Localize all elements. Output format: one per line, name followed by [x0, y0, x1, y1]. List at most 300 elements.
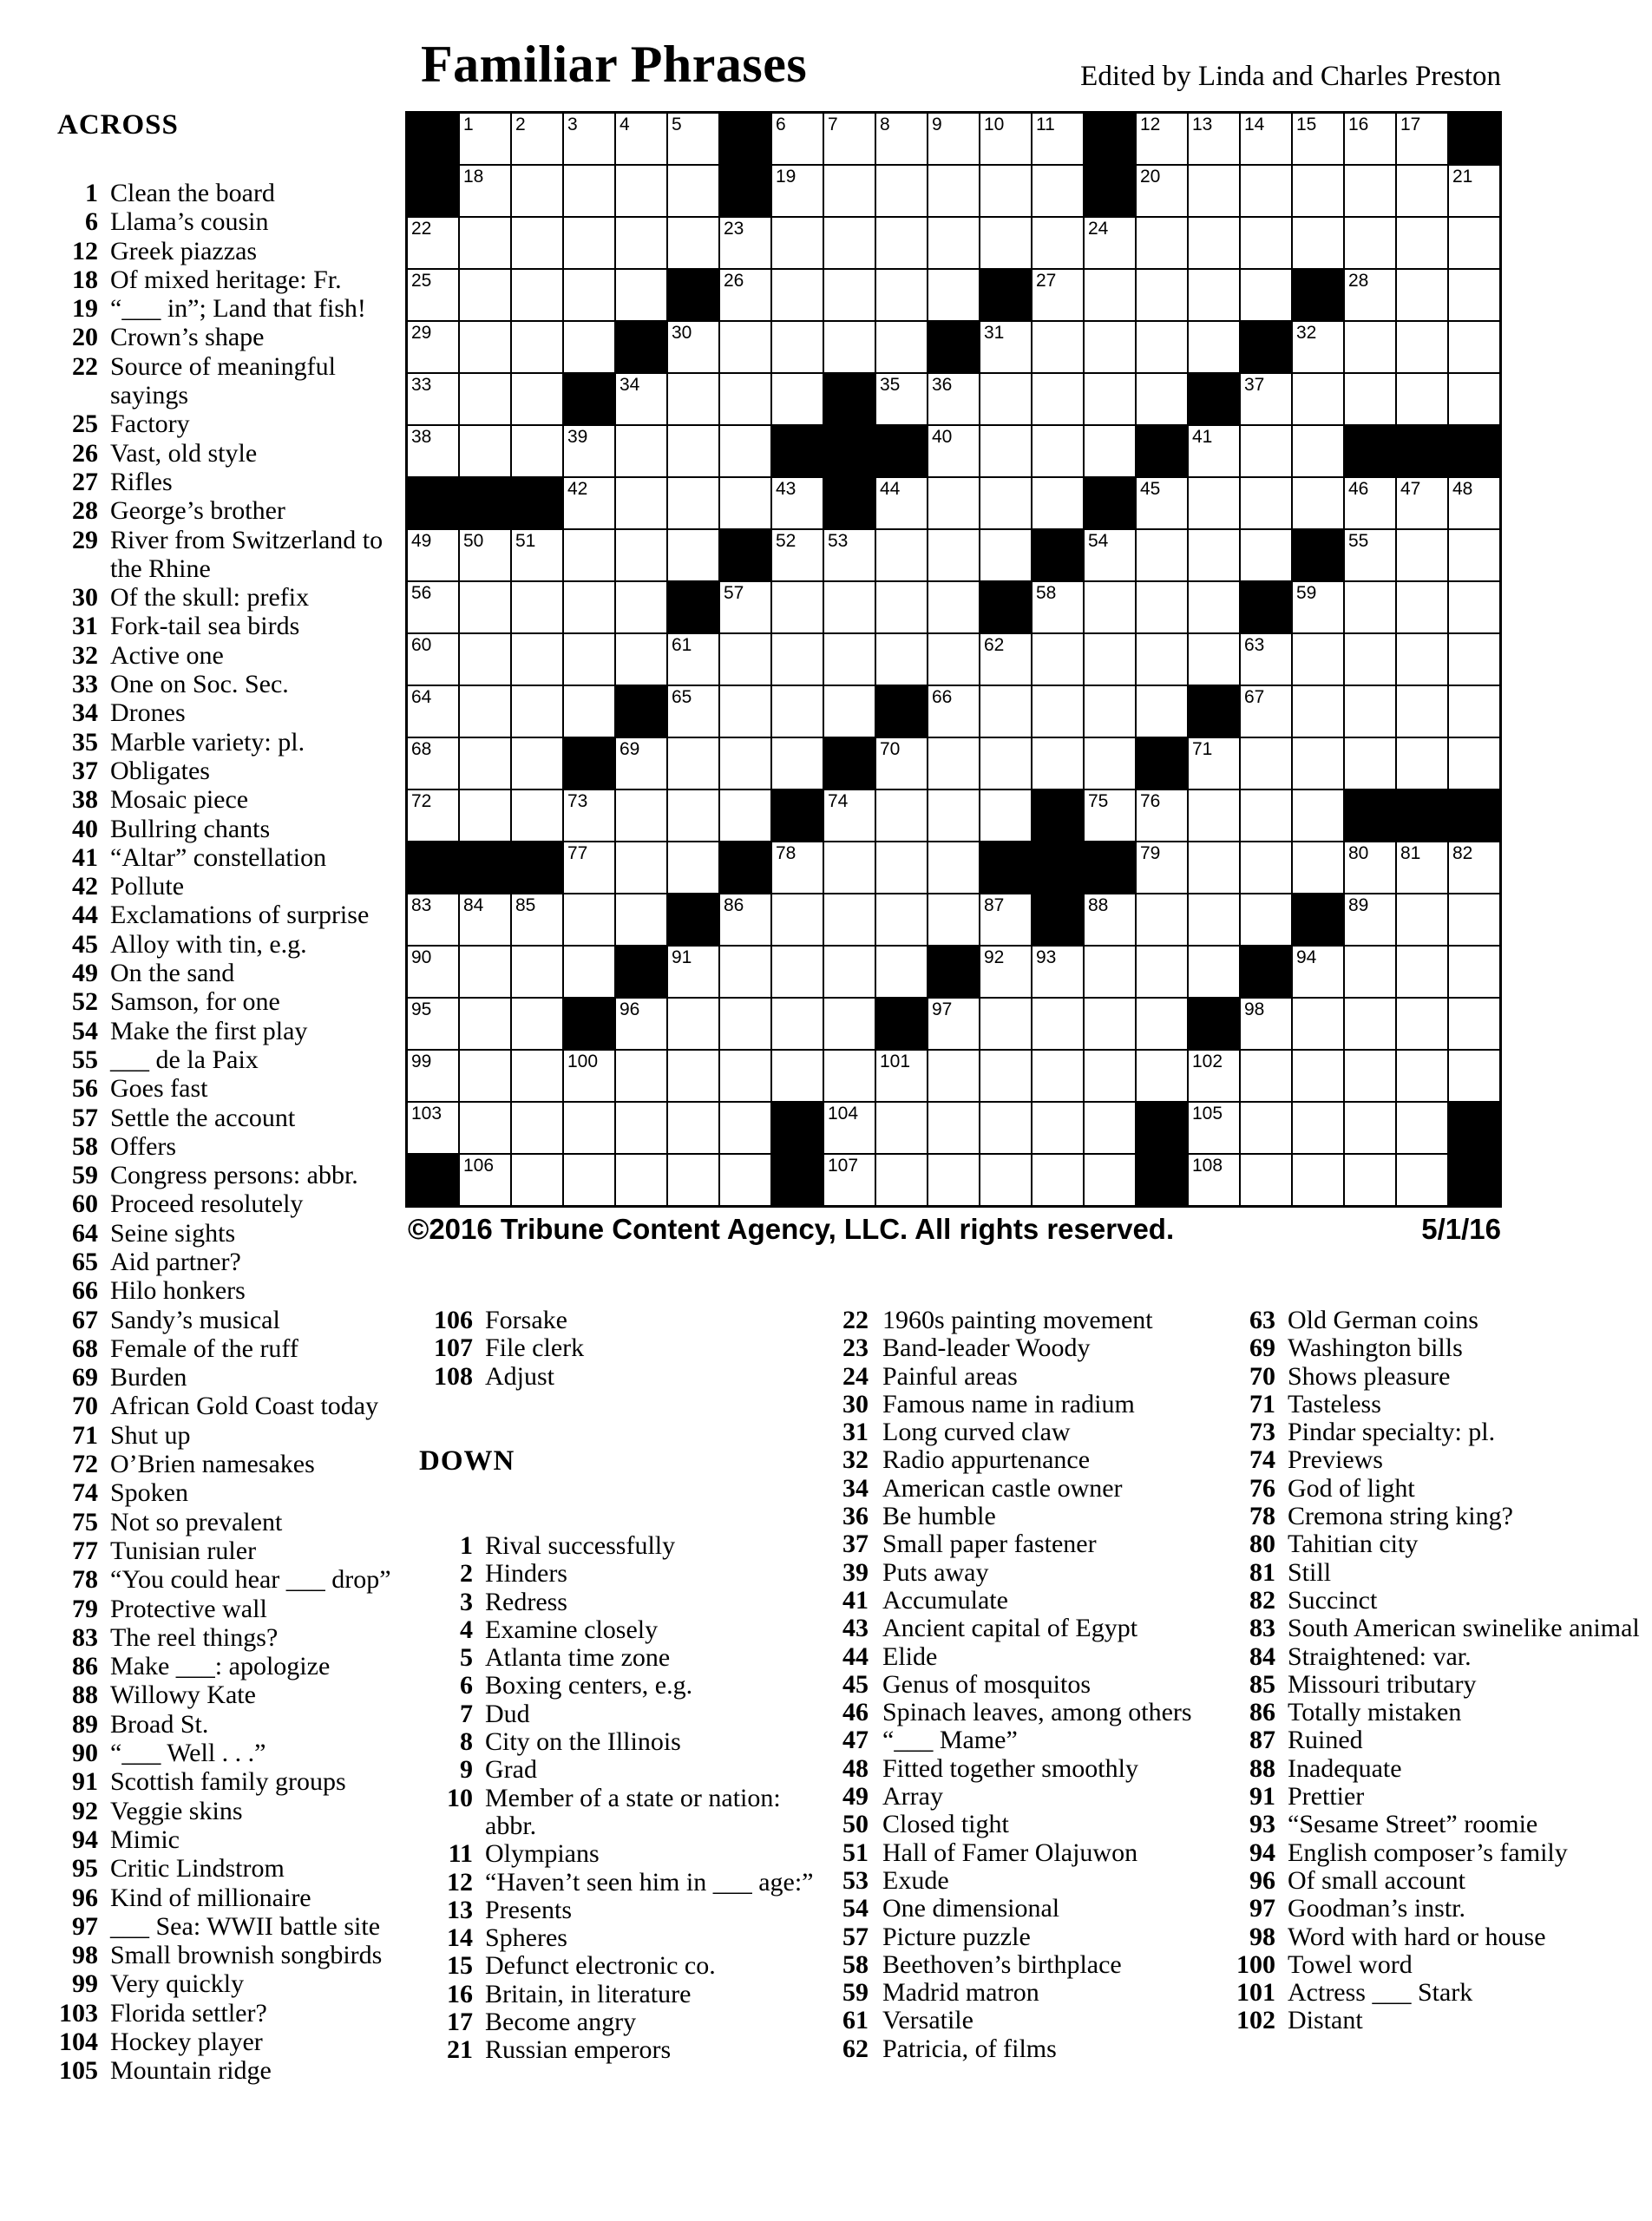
grid-cell[interactable] — [1396, 1102, 1448, 1154]
grid-cell[interactable] — [823, 529, 875, 581]
grid-cell[interactable] — [1032, 269, 1084, 321]
grid-cell[interactable] — [563, 842, 615, 894]
grid-cell[interactable] — [667, 789, 719, 842]
grid-cell[interactable] — [1292, 685, 1344, 737]
grid-cell[interactable] — [1448, 373, 1500, 425]
grid-cell[interactable] — [1136, 373, 1188, 425]
grid-cell[interactable] — [1344, 842, 1396, 894]
grid-cell[interactable] — [1396, 113, 1448, 165]
grid-cell[interactable] — [1084, 529, 1136, 581]
grid-cell[interactable] — [511, 425, 563, 477]
grid-cell[interactable] — [719, 321, 771, 373]
grid-cell[interactable] — [1188, 789, 1240, 842]
grid-cell[interactable] — [1136, 894, 1188, 946]
grid-cell[interactable] — [459, 1154, 511, 1206]
grid-cell[interactable] — [1448, 581, 1500, 633]
grid-cell[interactable] — [980, 1050, 1032, 1102]
grid-cell[interactable] — [1240, 113, 1292, 165]
grid-cell[interactable] — [1032, 217, 1084, 269]
grid-cell[interactable] — [771, 842, 823, 894]
grid-cell[interactable] — [615, 217, 667, 269]
grid-cell[interactable] — [928, 998, 980, 1050]
grid-cell[interactable] — [667, 477, 719, 529]
grid-cell[interactable] — [1448, 894, 1500, 946]
grid-cell[interactable] — [1032, 998, 1084, 1050]
grid-cell[interactable] — [615, 425, 667, 477]
grid-cell[interactable] — [823, 1154, 875, 1206]
grid-cell[interactable] — [615, 165, 667, 217]
grid-cell[interactable] — [1396, 685, 1448, 737]
grid-cell[interactable] — [407, 1050, 459, 1102]
grid-cell[interactable] — [459, 165, 511, 217]
grid-cell[interactable] — [615, 998, 667, 1050]
grid-cell[interactable] — [459, 425, 511, 477]
crossword-grid[interactable] — [405, 111, 1502, 1208]
grid-cell[interactable] — [771, 217, 823, 269]
grid-cell[interactable] — [615, 1102, 667, 1154]
grid-cell[interactable] — [1344, 737, 1396, 789]
grid-cell[interactable] — [667, 321, 719, 373]
grid-cell[interactable] — [823, 217, 875, 269]
grid-cell[interactable] — [615, 633, 667, 685]
grid-cell[interactable] — [1396, 842, 1448, 894]
grid-cell[interactable] — [667, 737, 719, 789]
grid-cell[interactable] — [1136, 946, 1188, 998]
grid-cell[interactable] — [875, 1102, 928, 1154]
grid-cell[interactable] — [1292, 1154, 1344, 1206]
grid-cell[interactable] — [719, 477, 771, 529]
grid-cell[interactable] — [1032, 581, 1084, 633]
grid-cell[interactable] — [1448, 165, 1500, 217]
grid-cell[interactable] — [980, 321, 1032, 373]
grid-cell[interactable] — [719, 946, 771, 998]
grid-cell[interactable] — [928, 1154, 980, 1206]
grid-cell[interactable] — [823, 894, 875, 946]
grid-cell[interactable] — [928, 425, 980, 477]
grid-cell[interactable] — [980, 165, 1032, 217]
grid-cell[interactable] — [1188, 1154, 1240, 1206]
grid-cell[interactable] — [563, 477, 615, 529]
grid-cell[interactable] — [1240, 842, 1292, 894]
grid-cell[interactable] — [511, 1102, 563, 1154]
grid-cell[interactable] — [823, 842, 875, 894]
grid-cell[interactable] — [1292, 113, 1344, 165]
grid-cell[interactable] — [1240, 269, 1292, 321]
grid-cell[interactable] — [511, 165, 563, 217]
grid-cell[interactable] — [563, 113, 615, 165]
grid-cell[interactable] — [1344, 1050, 1396, 1102]
grid-cell[interactable] — [1292, 165, 1344, 217]
grid-cell[interactable] — [1396, 737, 1448, 789]
grid-cell[interactable] — [1188, 321, 1240, 373]
grid-cell[interactable] — [1136, 113, 1188, 165]
grid-cell[interactable] — [980, 633, 1032, 685]
grid-cell[interactable] — [771, 946, 823, 998]
grid-cell[interactable] — [875, 946, 928, 998]
grid-cell[interactable] — [719, 685, 771, 737]
grid-cell[interactable] — [511, 581, 563, 633]
grid-cell[interactable] — [1188, 529, 1240, 581]
grid-cell[interactable] — [1084, 789, 1136, 842]
grid-cell[interactable] — [980, 529, 1032, 581]
grid-cell[interactable] — [511, 217, 563, 269]
grid-cell[interactable] — [1292, 946, 1344, 998]
grid-cell[interactable] — [980, 1154, 1032, 1206]
grid-cell[interactable] — [1396, 165, 1448, 217]
grid-cell[interactable] — [1344, 321, 1396, 373]
grid-cell[interactable] — [1240, 425, 1292, 477]
grid-cell[interactable] — [667, 633, 719, 685]
grid-cell[interactable] — [459, 529, 511, 581]
grid-cell[interactable] — [1032, 425, 1084, 477]
grid-cell[interactable] — [511, 321, 563, 373]
grid-cell[interactable] — [459, 998, 511, 1050]
grid-cell[interactable] — [1240, 633, 1292, 685]
grid-cell[interactable] — [511, 998, 563, 1050]
grid-cell[interactable] — [875, 633, 928, 685]
grid-cell[interactable] — [1240, 1050, 1292, 1102]
grid-cell[interactable] — [1396, 321, 1448, 373]
grid-cell[interactable] — [1188, 633, 1240, 685]
grid-cell[interactable] — [615, 581, 667, 633]
grid-cell[interactable] — [1344, 633, 1396, 685]
grid-cell[interactable] — [1188, 1050, 1240, 1102]
grid-cell[interactable] — [459, 217, 511, 269]
grid-cell[interactable] — [1240, 737, 1292, 789]
grid-cell[interactable] — [875, 477, 928, 529]
grid-cell[interactable] — [459, 894, 511, 946]
grid-cell[interactable] — [563, 269, 615, 321]
grid-cell[interactable] — [407, 321, 459, 373]
grid-cell[interactable] — [823, 1050, 875, 1102]
grid-cell[interactable] — [1188, 217, 1240, 269]
grid-cell[interactable] — [1240, 477, 1292, 529]
grid-cell[interactable] — [1292, 737, 1344, 789]
grid-cell[interactable] — [1448, 217, 1500, 269]
grid-cell[interactable] — [875, 1154, 928, 1206]
grid-cell[interactable] — [928, 633, 980, 685]
grid-cell[interactable] — [1188, 165, 1240, 217]
grid-cell[interactable] — [459, 1050, 511, 1102]
grid-cell[interactable] — [1292, 633, 1344, 685]
grid-cell[interactable] — [511, 789, 563, 842]
grid-cell[interactable] — [1084, 737, 1136, 789]
grid-cell[interactable] — [1084, 373, 1136, 425]
grid-cell[interactable] — [563, 425, 615, 477]
grid-cell[interactable] — [823, 581, 875, 633]
grid-cell[interactable] — [1292, 842, 1344, 894]
grid-cell[interactable] — [875, 217, 928, 269]
grid-cell[interactable] — [407, 737, 459, 789]
grid-cell[interactable] — [1188, 269, 1240, 321]
grid-cell[interactable] — [1136, 789, 1188, 842]
grid-cell[interactable] — [615, 1050, 667, 1102]
grid-cell[interactable] — [615, 529, 667, 581]
grid-cell[interactable] — [459, 789, 511, 842]
grid-cell[interactable] — [980, 425, 1032, 477]
grid-cell[interactable] — [928, 789, 980, 842]
grid-cell[interactable] — [1084, 894, 1136, 946]
grid-cell[interactable] — [563, 633, 615, 685]
grid-cell[interactable] — [563, 581, 615, 633]
grid-cell[interactable] — [1136, 165, 1188, 217]
grid-cell[interactable] — [667, 529, 719, 581]
grid-cell[interactable] — [771, 1050, 823, 1102]
grid-cell[interactable] — [719, 269, 771, 321]
grid-cell[interactable] — [771, 269, 823, 321]
grid-cell[interactable] — [1448, 737, 1500, 789]
grid-cell[interactable] — [667, 373, 719, 425]
grid-cell[interactable] — [563, 1102, 615, 1154]
grid-cell[interactable] — [1084, 1050, 1136, 1102]
grid-cell[interactable] — [667, 425, 719, 477]
grid-cell[interactable] — [1032, 633, 1084, 685]
grid-cell[interactable] — [719, 789, 771, 842]
grid-cell[interactable] — [1032, 1102, 1084, 1154]
grid-cell[interactable] — [1032, 1154, 1084, 1206]
grid-cell[interactable] — [1136, 842, 1188, 894]
grid-cell[interactable] — [1188, 1102, 1240, 1154]
grid-cell[interactable] — [823, 321, 875, 373]
grid-cell[interactable] — [823, 946, 875, 998]
grid-cell[interactable] — [407, 217, 459, 269]
grid-cell[interactable] — [928, 477, 980, 529]
grid-cell[interactable] — [1292, 1102, 1344, 1154]
grid-cell[interactable] — [875, 581, 928, 633]
grid-cell[interactable] — [1396, 894, 1448, 946]
grid-cell[interactable] — [667, 998, 719, 1050]
grid-cell[interactable] — [1032, 685, 1084, 737]
grid-cell[interactable] — [771, 373, 823, 425]
grid-cell[interactable] — [407, 685, 459, 737]
grid-cell[interactable] — [1344, 529, 1396, 581]
grid-cell[interactable] — [1396, 1154, 1448, 1206]
grid-cell[interactable] — [771, 737, 823, 789]
grid-cell[interactable] — [667, 217, 719, 269]
grid-cell[interactable] — [875, 165, 928, 217]
grid-cell[interactable] — [459, 946, 511, 998]
grid-cell[interactable] — [511, 269, 563, 321]
grid-cell[interactable] — [1188, 842, 1240, 894]
grid-cell[interactable] — [823, 998, 875, 1050]
grid-cell[interactable] — [1032, 165, 1084, 217]
grid-cell[interactable] — [563, 1050, 615, 1102]
grid-cell[interactable] — [1136, 633, 1188, 685]
grid-cell[interactable] — [1136, 1050, 1188, 1102]
grid-cell[interactable] — [980, 477, 1032, 529]
grid-cell[interactable] — [980, 737, 1032, 789]
grid-cell[interactable] — [1292, 477, 1344, 529]
grid-cell[interactable] — [1032, 737, 1084, 789]
grid-cell[interactable] — [407, 894, 459, 946]
grid-cell[interactable] — [1240, 789, 1292, 842]
grid-cell[interactable] — [1084, 1154, 1136, 1206]
grid-cell[interactable] — [1188, 946, 1240, 998]
grid-cell[interactable] — [459, 581, 511, 633]
grid-cell[interactable] — [1292, 321, 1344, 373]
grid-cell[interactable] — [615, 1154, 667, 1206]
grid-cell[interactable] — [719, 581, 771, 633]
grid-cell[interactable] — [1136, 685, 1188, 737]
grid-cell[interactable] — [459, 1102, 511, 1154]
grid-cell[interactable] — [1240, 1102, 1292, 1154]
grid-cell[interactable] — [459, 685, 511, 737]
grid-cell[interactable] — [1240, 529, 1292, 581]
grid-cell[interactable] — [511, 373, 563, 425]
grid-cell[interactable] — [928, 685, 980, 737]
grid-cell[interactable] — [771, 165, 823, 217]
grid-cell[interactable] — [1032, 1050, 1084, 1102]
grid-cell[interactable] — [1188, 737, 1240, 789]
grid-cell[interactable] — [719, 1154, 771, 1206]
grid-cell[interactable] — [459, 737, 511, 789]
grid-cell[interactable] — [823, 1102, 875, 1154]
grid-cell[interactable] — [1032, 946, 1084, 998]
grid-cell[interactable] — [1136, 217, 1188, 269]
grid-cell[interactable] — [667, 842, 719, 894]
grid-cell[interactable] — [459, 633, 511, 685]
grid-cell[interactable] — [511, 1154, 563, 1206]
grid-cell[interactable] — [1136, 581, 1188, 633]
grid-cell[interactable] — [928, 1050, 980, 1102]
grid-cell[interactable] — [823, 789, 875, 842]
grid-cell[interactable] — [1292, 425, 1344, 477]
grid-cell[interactable] — [1188, 581, 1240, 633]
grid-cell[interactable] — [563, 529, 615, 581]
grid-cell[interactable] — [1344, 477, 1396, 529]
grid-cell[interactable] — [615, 894, 667, 946]
grid-cell[interactable] — [771, 529, 823, 581]
grid-cell[interactable] — [875, 321, 928, 373]
grid-cell[interactable] — [719, 737, 771, 789]
grid-cell[interactable] — [667, 946, 719, 998]
grid-cell[interactable] — [1084, 217, 1136, 269]
grid-cell[interactable] — [407, 1102, 459, 1154]
grid-cell[interactable] — [1240, 373, 1292, 425]
grid-cell[interactable] — [1084, 321, 1136, 373]
grid-cell[interactable] — [928, 269, 980, 321]
grid-cell[interactable] — [823, 113, 875, 165]
grid-cell[interactable] — [615, 373, 667, 425]
grid-cell[interactable] — [1084, 425, 1136, 477]
grid-cell[interactable] — [1188, 113, 1240, 165]
grid-cell[interactable] — [1292, 1050, 1344, 1102]
grid-cell[interactable] — [511, 737, 563, 789]
grid-cell[interactable] — [1396, 1050, 1448, 1102]
grid-cell[interactable] — [875, 789, 928, 842]
grid-cell[interactable] — [1448, 998, 1500, 1050]
grid-cell[interactable] — [771, 685, 823, 737]
grid-cell[interactable] — [1448, 269, 1500, 321]
grid-cell[interactable] — [1084, 1102, 1136, 1154]
grid-cell[interactable] — [459, 321, 511, 373]
grid-cell[interactable] — [771, 477, 823, 529]
grid-cell[interactable] — [1396, 217, 1448, 269]
grid-cell[interactable] — [1344, 998, 1396, 1050]
grid-cell[interactable] — [771, 633, 823, 685]
grid-cell[interactable] — [1188, 894, 1240, 946]
grid-cell[interactable] — [1448, 946, 1500, 998]
grid-cell[interactable] — [1396, 581, 1448, 633]
grid-cell[interactable] — [615, 113, 667, 165]
grid-cell[interactable] — [1344, 946, 1396, 998]
grid-cell[interactable] — [667, 1102, 719, 1154]
grid-cell[interactable] — [667, 165, 719, 217]
grid-cell[interactable] — [1292, 373, 1344, 425]
grid-cell[interactable] — [719, 1102, 771, 1154]
grid-cell[interactable] — [1396, 998, 1448, 1050]
grid-cell[interactable] — [615, 737, 667, 789]
grid-cell[interactable] — [615, 842, 667, 894]
grid-cell[interactable] — [563, 1154, 615, 1206]
grid-cell[interactable] — [875, 894, 928, 946]
grid-cell[interactable] — [407, 946, 459, 998]
grid-cell[interactable] — [407, 269, 459, 321]
grid-cell[interactable] — [1240, 1154, 1292, 1206]
grid-cell[interactable] — [980, 217, 1032, 269]
grid-cell[interactable] — [1084, 685, 1136, 737]
grid-cell[interactable] — [1032, 373, 1084, 425]
grid-cell[interactable] — [1396, 373, 1448, 425]
grid-cell[interactable] — [875, 373, 928, 425]
grid-cell[interactable] — [407, 581, 459, 633]
grid-cell[interactable] — [563, 321, 615, 373]
grid-cell[interactable] — [1240, 998, 1292, 1050]
grid-cell[interactable] — [719, 373, 771, 425]
grid-cell[interactable] — [875, 269, 928, 321]
grid-cell[interactable] — [407, 373, 459, 425]
grid-cell[interactable] — [980, 373, 1032, 425]
grid-cell[interactable] — [511, 946, 563, 998]
grid-cell[interactable] — [1344, 894, 1396, 946]
grid-cell[interactable] — [563, 789, 615, 842]
grid-cell[interactable] — [1448, 477, 1500, 529]
grid-cell[interactable] — [1448, 685, 1500, 737]
grid-cell[interactable] — [875, 113, 928, 165]
grid-cell[interactable] — [719, 894, 771, 946]
grid-cell[interactable] — [1344, 1102, 1396, 1154]
grid-cell[interactable] — [1032, 477, 1084, 529]
grid-cell[interactable] — [511, 113, 563, 165]
grid-cell[interactable] — [667, 1154, 719, 1206]
grid-cell[interactable] — [459, 269, 511, 321]
grid-cell[interactable] — [407, 529, 459, 581]
grid-cell[interactable] — [667, 113, 719, 165]
grid-cell[interactable] — [771, 581, 823, 633]
grid-cell[interactable] — [1032, 113, 1084, 165]
grid-cell[interactable] — [1188, 425, 1240, 477]
grid-cell[interactable] — [1448, 1050, 1500, 1102]
grid-cell[interactable] — [928, 373, 980, 425]
grid-cell[interactable] — [1344, 581, 1396, 633]
grid-cell[interactable] — [1240, 894, 1292, 946]
grid-cell[interactable] — [459, 113, 511, 165]
grid-cell[interactable] — [1240, 165, 1292, 217]
grid-cell[interactable] — [1292, 581, 1344, 633]
grid-cell[interactable] — [1136, 477, 1188, 529]
grid-cell[interactable] — [980, 1102, 1032, 1154]
grid-cell[interactable] — [563, 946, 615, 998]
grid-cell[interactable] — [928, 581, 980, 633]
grid-cell[interactable] — [1292, 789, 1344, 842]
grid-cell[interactable] — [980, 685, 1032, 737]
grid-cell[interactable] — [1084, 269, 1136, 321]
grid-cell[interactable] — [1136, 321, 1188, 373]
grid-cell[interactable] — [771, 321, 823, 373]
grid-cell[interactable] — [1136, 529, 1188, 581]
grid-cell[interactable] — [1396, 477, 1448, 529]
grid-cell[interactable] — [823, 165, 875, 217]
